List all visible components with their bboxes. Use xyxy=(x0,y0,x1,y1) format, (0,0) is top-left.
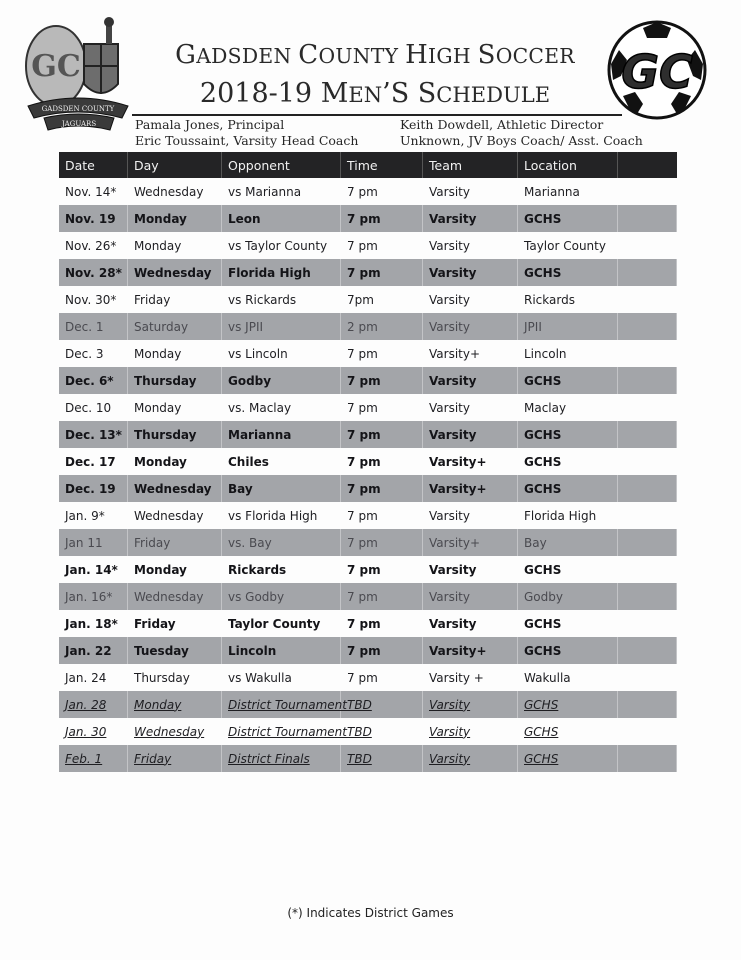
cell-team: Varsity xyxy=(423,313,518,340)
cell-team: Varsity xyxy=(423,421,518,448)
cell-location: GCHS xyxy=(518,205,618,232)
staff-jv-coach: Unknown, JV Boys Coach/ Asst. Coach xyxy=(400,133,643,148)
cell-day: Monday xyxy=(134,238,182,253)
cell-time: TBD xyxy=(341,745,423,772)
cell-date: Dec. 1 xyxy=(59,313,128,340)
cell-notes xyxy=(618,259,677,286)
cell-day: Wednesday xyxy=(128,583,222,610)
header-divider xyxy=(132,114,622,116)
table-row xyxy=(59,178,677,205)
cell-team: Varsity xyxy=(429,562,477,577)
cell-team: Varsity xyxy=(429,184,470,199)
cell-date: Dec. 17 xyxy=(65,454,116,469)
cell-location: GCHS xyxy=(524,616,562,631)
cell-team: Varsity xyxy=(423,691,518,718)
crest-banner-text: GADSDEN COUNTY xyxy=(41,105,115,113)
cell-team: Varsity xyxy=(429,724,471,739)
table-row xyxy=(59,286,677,313)
cell-team: Varsity xyxy=(423,205,518,232)
cell-team: Varsity+ xyxy=(429,346,481,361)
cell-location: Marianna xyxy=(524,184,580,199)
cell-opponent: vs Taylor County xyxy=(228,238,328,253)
cell-date: Jan. 28 xyxy=(59,691,128,718)
cell-date: Dec. 10 xyxy=(65,400,112,415)
table-row xyxy=(59,502,677,529)
staff-head-coach: Eric Toussaint, Varsity Head Coach xyxy=(135,133,359,148)
cell-day: Thursday xyxy=(128,421,222,448)
table-row xyxy=(59,664,677,691)
cell-day: Thursday xyxy=(128,367,222,394)
table-row xyxy=(59,637,677,664)
svg-text:GC: GC xyxy=(31,49,81,84)
cell-notes xyxy=(618,340,677,367)
cell-team: Varsity xyxy=(423,745,518,772)
cell-date: Nov. 14* xyxy=(65,184,117,199)
cell-time: 7 pm xyxy=(341,205,423,232)
cell-day: Saturday xyxy=(128,313,222,340)
cell-opponent: Godby xyxy=(222,367,341,394)
column-header-blank xyxy=(618,152,677,178)
cell-location: GCHS xyxy=(518,259,618,286)
staff-list-left xyxy=(135,117,358,149)
staff-list-right xyxy=(400,117,643,149)
cell-date: Nov. 26* xyxy=(65,238,117,253)
cell-time: 7 pm xyxy=(347,616,381,631)
cell-notes xyxy=(618,313,677,340)
cell-day: Friday xyxy=(128,745,222,772)
cell-team: Varsity xyxy=(423,259,518,286)
cell-date: Jan. 18* xyxy=(65,616,118,631)
cell-team: Varsity xyxy=(429,238,470,253)
gc-monogram: GC xyxy=(621,45,693,99)
cell-notes xyxy=(618,475,677,502)
cell-time: 7 pm xyxy=(347,562,381,577)
cell-location: GCHS xyxy=(524,454,562,469)
cell-opponent: vs Florida High xyxy=(228,508,318,523)
cell-team: Varsity xyxy=(423,583,518,610)
cell-opponent: Leon xyxy=(222,205,341,232)
cell-notes xyxy=(618,367,677,394)
cell-location: GCHS xyxy=(518,745,618,772)
table-row xyxy=(59,340,677,367)
schedule-table xyxy=(59,152,677,772)
page-subtitle: 2018-19 MEN’S SCHEDULE xyxy=(199,78,551,109)
cell-date: Jan. 24 xyxy=(65,670,107,685)
table-row xyxy=(59,232,677,259)
cell-day: Monday xyxy=(134,346,182,361)
table-row xyxy=(59,529,677,556)
cell-day: Friday xyxy=(134,616,176,631)
cell-opponent: vs. Bay xyxy=(222,529,341,556)
cell-notes xyxy=(618,745,677,772)
footnote: (*) Indicates District Games xyxy=(287,906,454,920)
column-header-time: Time xyxy=(341,152,423,178)
cell-time: 7 pm xyxy=(341,421,423,448)
table-row xyxy=(59,421,677,448)
cell-day: Friday xyxy=(128,529,222,556)
cell-time: 7 pm xyxy=(347,508,378,523)
cell-time: 7 pm xyxy=(347,670,378,685)
cell-team: Varsity+ xyxy=(423,637,518,664)
cell-location: GCHS xyxy=(518,367,618,394)
cell-day: Monday xyxy=(134,454,187,469)
cell-day: Monday xyxy=(134,400,182,415)
cell-team: Varsity xyxy=(429,508,470,523)
cell-notes xyxy=(618,583,677,610)
cell-opponent: vs Wakulla xyxy=(228,670,292,685)
cell-opponent: District Finals xyxy=(222,745,341,772)
column-header-location: Location xyxy=(518,152,618,178)
cell-notes xyxy=(618,232,677,259)
cell-day: Wednesday xyxy=(134,508,204,523)
cell-day: Monday xyxy=(128,205,222,232)
cell-date: Dec. 3 xyxy=(65,346,104,361)
cell-team: Varsity+ xyxy=(423,529,518,556)
cell-team: Varsity+ xyxy=(423,475,518,502)
cell-date: Jan. 16* xyxy=(59,583,128,610)
cell-day: Wednesday xyxy=(134,724,205,739)
cell-team: Varsity xyxy=(429,400,470,415)
cell-time: TBD xyxy=(341,691,423,718)
cell-location: JPII xyxy=(518,313,618,340)
gc-soccer-ball-logo xyxy=(607,16,707,124)
cell-date: Jan 11 xyxy=(59,529,128,556)
cell-location: GCHS xyxy=(524,724,559,739)
column-header-opponent: Opponent xyxy=(222,152,341,178)
cell-location: Bay xyxy=(518,529,618,556)
cell-location: GCHS xyxy=(524,562,562,577)
cell-time: 7 pm xyxy=(347,238,378,253)
cell-location: Taylor County xyxy=(524,238,606,253)
cell-time: 7 pm xyxy=(341,529,423,556)
column-header-day: Day xyxy=(128,152,222,178)
table-row xyxy=(59,691,677,718)
cell-time: 7 pm xyxy=(347,454,381,469)
cell-team: Varsity xyxy=(429,616,477,631)
cell-notes xyxy=(618,691,677,718)
cell-day: Wednesday xyxy=(128,475,222,502)
cell-date: Dec. 19 xyxy=(59,475,128,502)
cell-opponent: Taylor County xyxy=(228,616,321,631)
page-title: GADSDEN COUNTY HIGH SOCCER xyxy=(175,40,575,70)
cell-date: Jan. 9* xyxy=(65,508,105,523)
cell-date: Dec. 13* xyxy=(59,421,128,448)
cell-date: Jan. 22 xyxy=(59,637,128,664)
cell-day: Wednesday xyxy=(134,184,204,199)
table-row xyxy=(59,718,677,745)
cell-notes xyxy=(618,421,677,448)
table-row xyxy=(59,745,677,772)
table-row xyxy=(59,205,677,232)
cell-opponent: vs Lincoln xyxy=(228,346,288,361)
cell-team: Varsity xyxy=(423,367,518,394)
cell-location: Lincoln xyxy=(524,346,567,361)
cell-notes xyxy=(618,394,677,421)
cell-location: GCHS xyxy=(518,475,618,502)
cell-opponent: Bay xyxy=(222,475,341,502)
cell-opponent: District Tournament xyxy=(222,691,341,718)
cell-time: 7 pm xyxy=(341,259,423,286)
cell-opponent: vs Godby xyxy=(222,583,341,610)
cell-time: 7 pm xyxy=(347,346,378,361)
cell-location: Maclay xyxy=(524,400,567,415)
cell-notes xyxy=(618,448,677,475)
cell-opponent: Rickards xyxy=(228,562,287,577)
cell-date: Jan. 30 xyxy=(65,724,107,739)
cell-time: 7 pm xyxy=(341,583,423,610)
cell-day: Monday xyxy=(128,691,222,718)
cell-day: Thursday xyxy=(134,670,190,685)
cell-date: Nov. 19 xyxy=(59,205,128,232)
cell-notes xyxy=(618,178,677,205)
cell-location: Godby xyxy=(518,583,618,610)
cell-opponent: vs Marianna xyxy=(228,184,302,199)
cell-notes xyxy=(618,502,677,529)
cell-time: TBD xyxy=(347,724,372,739)
cell-opponent: Chiles xyxy=(228,454,269,469)
cell-location: GCHS xyxy=(518,421,618,448)
cell-opponent: vs JPII xyxy=(222,313,341,340)
cell-location: GCHS xyxy=(518,691,618,718)
table-row xyxy=(59,367,677,394)
cell-location: Rickards xyxy=(524,292,575,307)
cell-time: 7 pm xyxy=(347,400,378,415)
table-body xyxy=(59,178,677,772)
cell-date: Nov. 30* xyxy=(65,292,117,307)
staff-athletic-director: Keith Dowdell, Athletic Director xyxy=(400,117,604,132)
table-row xyxy=(59,313,677,340)
table-row xyxy=(59,610,677,637)
cell-time: 7 pm xyxy=(341,637,423,664)
cell-date: Nov. 28* xyxy=(59,259,128,286)
cell-notes xyxy=(618,664,677,691)
cell-team: Varsity xyxy=(429,292,470,307)
cell-location: Wakulla xyxy=(524,670,571,685)
cell-date: Feb. 1 xyxy=(59,745,128,772)
cell-opponent: District Tournament xyxy=(228,724,347,739)
crest-banner-text-2: JAGUARS xyxy=(61,120,97,128)
cell-location: Florida High xyxy=(524,508,597,523)
gadsden-jaguars-crest-logo xyxy=(22,14,134,132)
cell-opponent: Florida High xyxy=(222,259,341,286)
cell-date: Jan. 14* xyxy=(65,562,118,577)
cell-time: 7 pm xyxy=(347,184,378,199)
cell-opponent: Marianna xyxy=(222,421,341,448)
cell-notes xyxy=(618,286,677,313)
cell-team: Varsity+ xyxy=(429,454,487,469)
cell-location: GCHS xyxy=(518,637,618,664)
table-row xyxy=(59,394,677,421)
cell-opponent: vs. Maclay xyxy=(228,400,292,415)
cell-time: 2 pm xyxy=(341,313,423,340)
cell-notes xyxy=(618,205,677,232)
cell-time: 7pm xyxy=(347,292,374,307)
table-row xyxy=(59,475,677,502)
cell-day: Tuesday xyxy=(128,637,222,664)
cell-opponent: Lincoln xyxy=(222,637,341,664)
table-row xyxy=(59,556,677,583)
cell-day: Friday xyxy=(134,292,171,307)
table-header xyxy=(59,152,677,178)
cell-notes xyxy=(618,556,677,583)
cell-day: Wednesday xyxy=(128,259,222,286)
cell-notes xyxy=(618,637,677,664)
table-row xyxy=(59,448,677,475)
table-row xyxy=(59,583,677,610)
column-header-date: Date xyxy=(59,152,128,178)
cell-day: Monday xyxy=(134,562,187,577)
table-row xyxy=(59,259,677,286)
cell-opponent: vs Rickards xyxy=(228,292,297,307)
cell-team: Varsity + xyxy=(429,670,484,685)
cell-notes xyxy=(618,718,677,745)
staff-principal: Pamala Jones, Principal xyxy=(135,117,285,132)
cell-notes xyxy=(618,610,677,637)
cell-time: 7 pm xyxy=(341,475,423,502)
cell-notes xyxy=(618,529,677,556)
column-header-team: Team xyxy=(423,152,518,178)
cell-date: Dec. 6* xyxy=(59,367,128,394)
cell-time: 7 pm xyxy=(341,367,423,394)
